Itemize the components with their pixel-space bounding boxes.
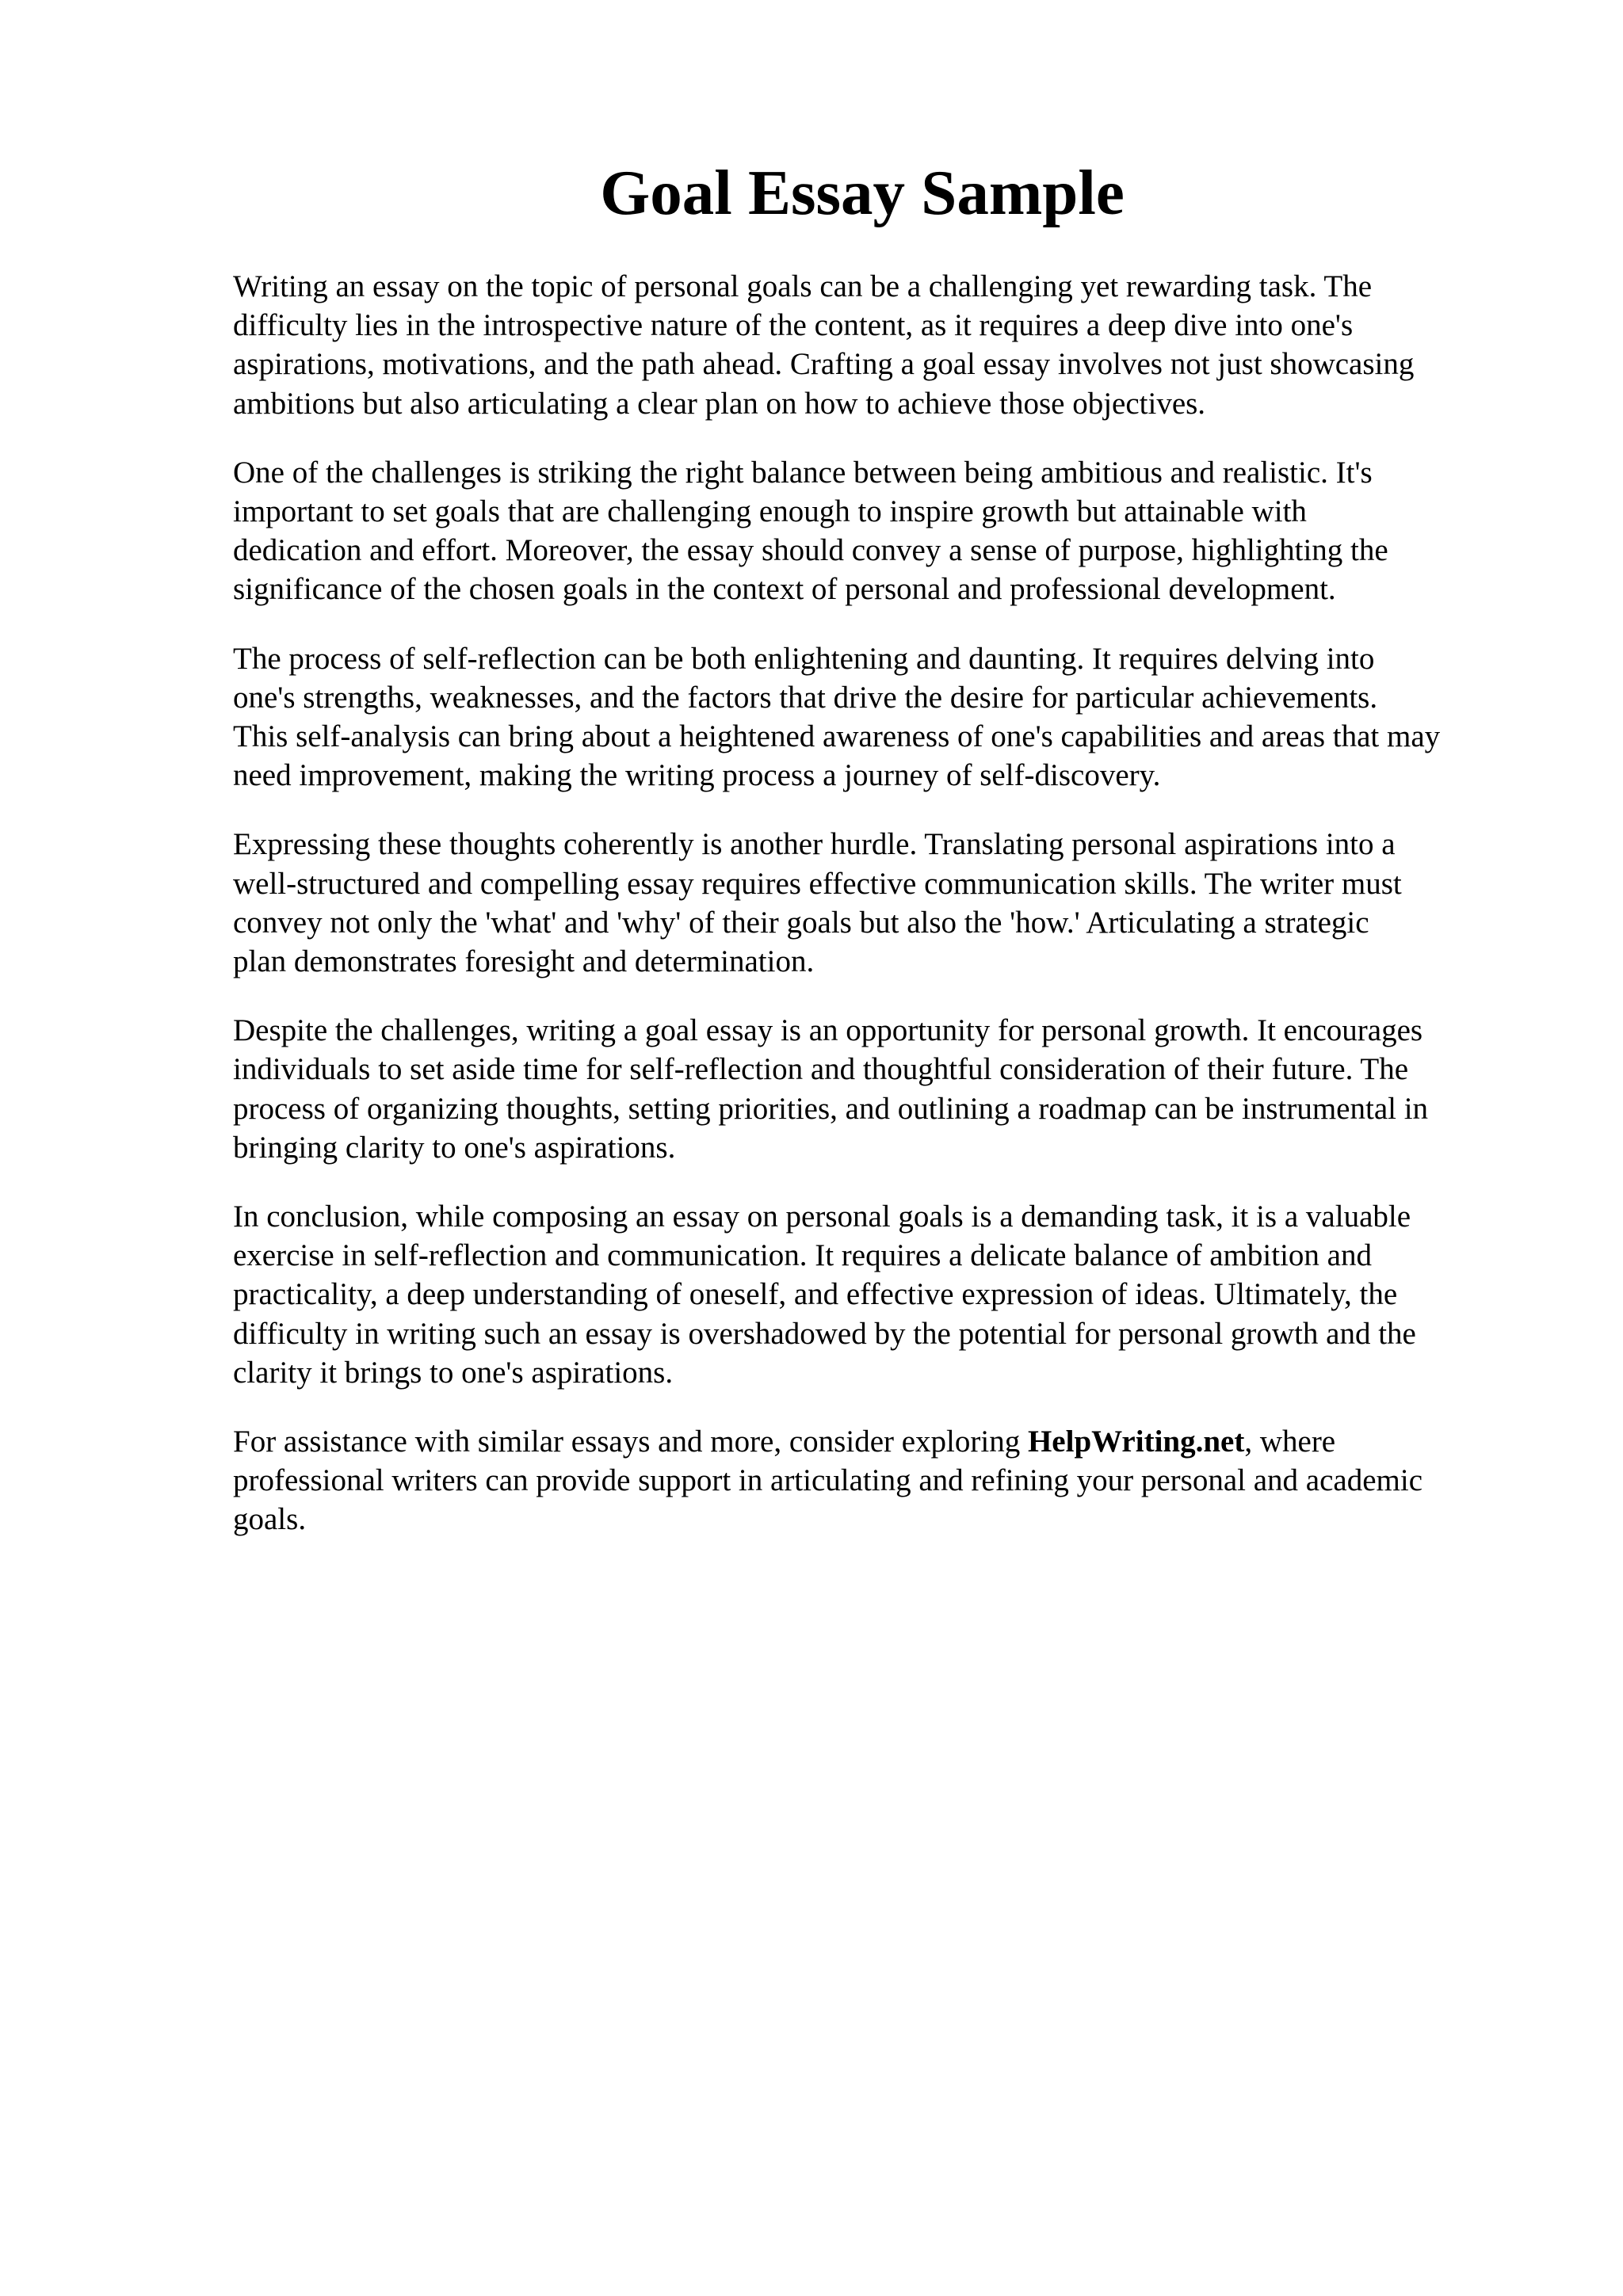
paragraph-line: plan demonstrates foresight and determination. xyxy=(233,944,815,979)
document-body xyxy=(233,267,1533,1569)
paragraph-line: aspirations, motivations, and the path ahead. Crafting a goal essay involves not just showcasing xyxy=(233,347,1415,382)
paragraph-line: individuals to set aside time for self-reflection and thoughtful consideration of their future. The xyxy=(233,1052,1409,1087)
paragraph-4 xyxy=(233,825,1533,981)
paragraph-line: professional writers can provide support in articulating and refining your personal and academic xyxy=(233,1463,1423,1498)
paragraph-3 xyxy=(233,639,1533,795)
paragraph-line: convey not only the 'what' and 'why' of their goals but also the 'how.' Articulating a strategic xyxy=(233,905,1369,940)
paragraph-line: The process of self-reflection can be both enlightening and daunting. It requires delving into xyxy=(233,641,1375,676)
paragraph-line: Despite the challenges, writing a goal essay is an opportunity for personal growth. It encourages xyxy=(233,1013,1423,1048)
closing-first-line xyxy=(233,1422,1533,1461)
paragraph-5 xyxy=(233,1011,1533,1167)
paragraph-line: One of the challenges is striking the right balance between being ambitious and realistic. It's xyxy=(233,455,1373,490)
paragraph-6 xyxy=(233,1197,1533,1392)
paragraph-line: process of organizing thoughts, setting priorities, and outlining a roadmap can be instrumental in xyxy=(233,1091,1429,1126)
paragraph-line: well-structured and compelling essay requires effective communication skills. The writer must xyxy=(233,866,1402,901)
paragraph-line: need improvement, making the writing process a journey of self-discovery. xyxy=(233,758,1161,793)
paragraph-line: exercise in self-reflection and communication. It requires a delicate balance of ambition and xyxy=(233,1238,1372,1273)
closing-paragraph xyxy=(233,1422,1533,1539)
helpwriting-link[interactable]: HelpWriting.net xyxy=(1027,1425,1245,1459)
paragraph-line: one's strengths, weaknesses, and the factors that drive the desire for particular achievements. xyxy=(233,680,1378,715)
paragraph-line: important to set goals that are challenging enough to inspire growth but attainable with xyxy=(233,494,1307,529)
paragraph-line: significance of the chosen goals in the context of personal and professional development. xyxy=(233,572,1336,607)
paragraph-line: Writing an essay on the topic of personal goals can be a challenging yet rewarding task. The xyxy=(233,269,1373,303)
paragraph-1 xyxy=(233,267,1533,423)
closing-text-before: For assistance with similar essays and more, consider exploring xyxy=(233,1425,1021,1459)
closing-text-after: , where xyxy=(1244,1425,1336,1459)
paragraph-line: goals. xyxy=(233,1502,307,1537)
paragraph-2 xyxy=(233,453,1533,609)
paragraph-line: bringing clarity to one's aspirations. xyxy=(233,1130,676,1165)
paragraph-line: In conclusion, while composing an essay on personal goals is a demanding task, it is a valuable xyxy=(233,1199,1411,1234)
paragraph-line: difficulty lies in the introspective nature of the content, as it requires a deep dive into one's xyxy=(233,308,1354,343)
paragraph-line: clarity it brings to one's aspirations. xyxy=(233,1355,674,1390)
paragraph-line: Expressing these thoughts coherently is another hurdle. Translating personal aspirations into a xyxy=(233,827,1396,862)
paragraph-line: This self-analysis can bring about a heightened awareness of one's capabilities and areas that may xyxy=(233,719,1441,754)
paragraph-line: practicality, a deep understanding of oneself, and effective expression of ideas. Ultimately, the xyxy=(233,1277,1398,1312)
paragraph-line: ambitions but also articulating a clear plan on how to achieve those objectives. xyxy=(233,386,1206,421)
paragraph-line: dedication and effort. Moreover, the essay should convey a sense of purpose, highlighting the xyxy=(233,533,1388,568)
document-title: Goal Essay Sample xyxy=(600,157,1125,228)
paragraph-line: difficulty in writing such an essay is overshadowed by the potential for personal growth and the xyxy=(233,1316,1416,1351)
